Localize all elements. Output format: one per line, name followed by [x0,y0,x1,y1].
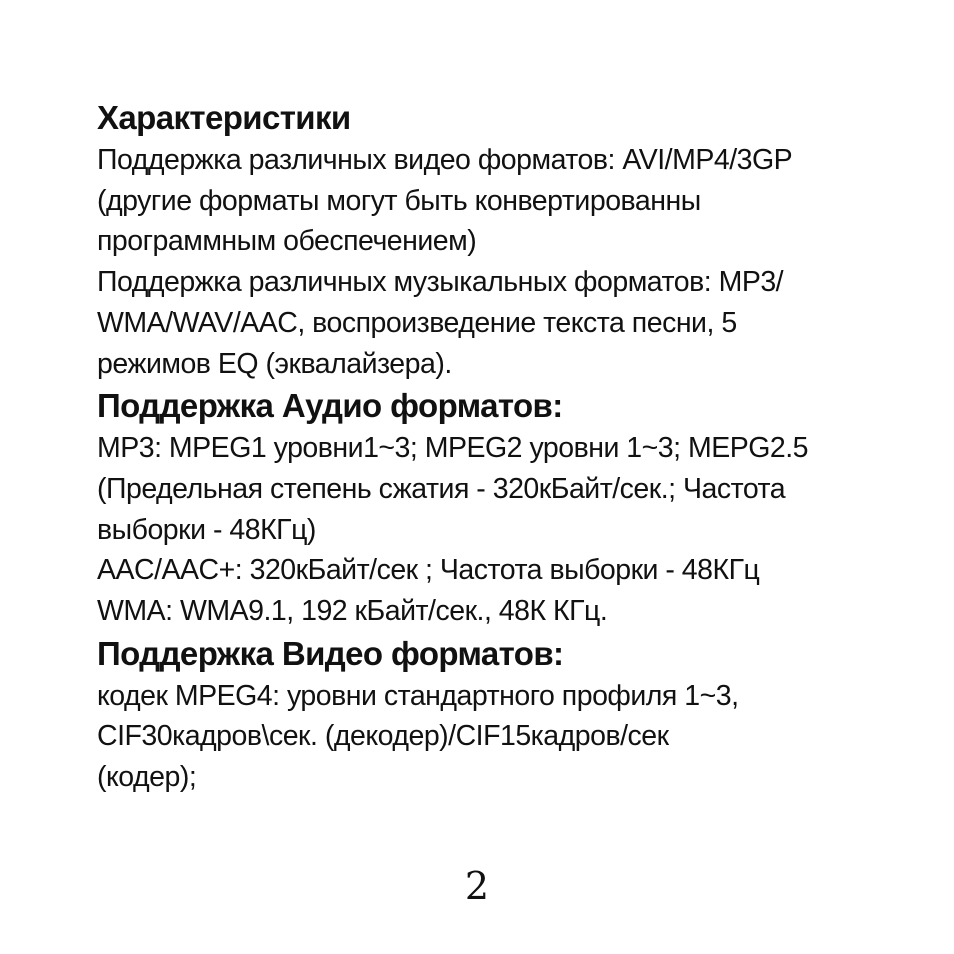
text-line: программным обеспечением) [97,225,477,258]
section-heading: Поддержка Видео форматов: [97,634,564,672]
text-line: выборки - 48КГц) [97,513,316,546]
document-body [97,96,897,798]
text-line: (другие форматы могут быть конвертированны [97,184,701,217]
section-heading: Поддержка Аудио форматов: [97,387,563,425]
text-line: Поддержка различных музыкальных форматов: MP3/ [97,266,784,299]
text-line: кодек MPEG4: уровни стандартного профиля 1~3, [97,679,739,712]
section-audio-formats [97,384,897,632]
text-line: WMA/WAV/AAC, воспроизведение текста песни, 5 [97,306,737,339]
text-line: AAC/AAC+: 320кБайт/сек ; Частота выборки - 48КГц [97,554,760,587]
section-characteristics [97,96,897,384]
text-line: CIF30кадров\сек. (декодер)/CIF15кадров/сек [97,720,669,753]
section-video-formats [97,632,897,798]
page-number: 2 [464,864,490,908]
text-line: MP3: MPEG1 уровни1~3; MPEG2 уровни 1~3; MEPG2.5 [97,432,809,465]
text-line: (кодер); [97,761,197,794]
text-line: (Предельная степень сжатия - 320кБайт/сек.; Частота [97,472,786,505]
text-line: Поддержка различных видео форматов: AVI/MP4/3GP [97,144,793,176]
text-line: режимов EQ (эквалайзера). [97,347,452,380]
section-heading: Характеристики [97,99,351,136]
text-line: WMA: WMA9.1, 192 кБайт/сек., 48К КГц. [97,595,608,628]
